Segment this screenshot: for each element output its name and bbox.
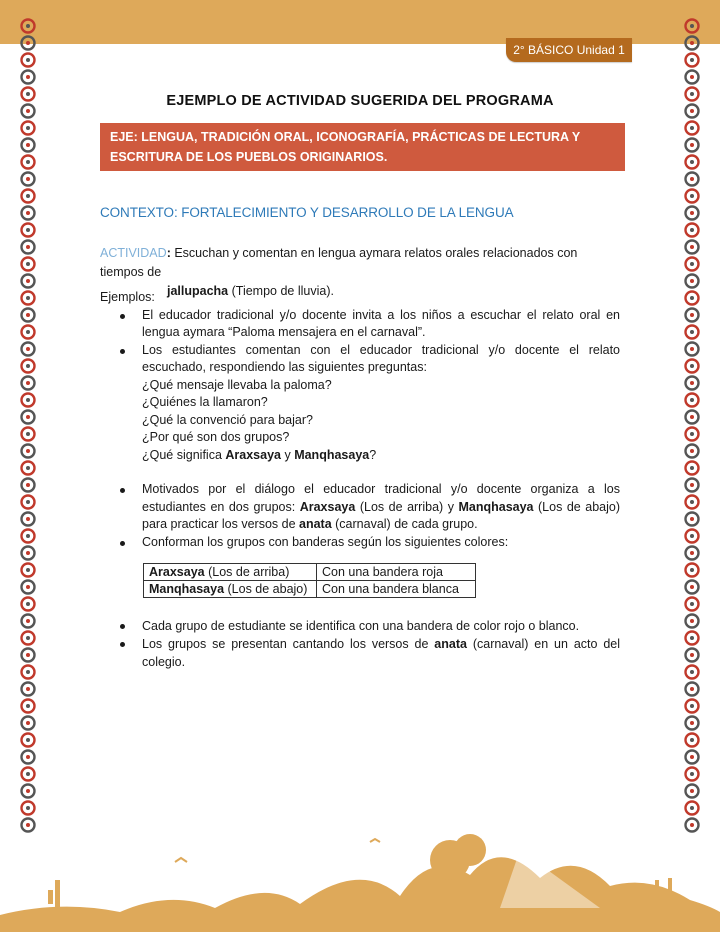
unit-badge: 2° BÁSICO Unidad 1 [506,38,632,62]
table-row [144,564,476,581]
question-item: ¿Quiénes la llamaron? [142,395,268,409]
landscape-illustration [0,820,720,932]
context-heading: CONTEXTO: FORTALECIMIENTO Y DESARROLLO DE LA LENGUA [100,205,514,220]
list-item: El educador tradicional y/o docente invita a los niños a escuchar el relato oral en lengua aymara “Paloma mensajera en el carnaval”. [100,307,620,342]
activity-label: ACTIVIDAD: [100,246,171,260]
axis-banner-text: EJE: LENGUA, TRADICIÓN ORAL, ICONOGRAFÍA, PRÁCTICAS DE LECTURA Y ESCRITURA DE LOS PUEBLOS ORIGINARIOS. [110,130,580,164]
table-row [144,581,476,598]
activity-term: jallupacha [167,284,229,298]
question-item: ¿Qué mensaje llevaba la paloma? [142,377,332,392]
table-cell-group: Manqhasaya (Los de abajo) [144,581,317,598]
axis-banner [100,123,625,171]
right-decorative-border [678,18,706,838]
final-list [100,617,620,671]
left-decorative-border [14,18,42,838]
activity-term-gloss: (Tiempo de lluvia). [228,284,334,298]
list-item: Motivados por el diálogo el educador tradicional y/o docente organiza a los estudiantes en dos grupos: Araxsaya (Los de arriba) y Manqhasaya (Los de abajo) para practicar los versos de anata (carnaval) de cada grupo. [100,481,620,534]
list-item: Conforman los grupos con banderas según los siguientes colores: [100,534,620,552]
table-cell-flag: Con una bandera roja [317,564,476,581]
list-item: Cada grupo de estudiante se identifica con una bandera de color rojo o blanco. [100,617,620,635]
list-item: Los estudiantes comentan con el educador tradicional y/o docente el relato escuchado, respondiendo las siguientes preguntas: ¿Qué mensaje llevaba la paloma? ¿Quiénes la llamaron? ¿Qué la convenció para bajar? ¿Por qué son dos grupos? ¿Qué significa Araxsaya y Manqhasaya? [100,342,620,465]
list-item: Los grupos se presentan cantando los versos de anata (carnaval) en un acto del colegio. [100,635,620,671]
examples-section [100,289,620,551]
examples-heading: Ejemplos: [100,290,155,304]
activity-text: Escuchan y comentan en lengua aymara relatos orales relacionados con tiempos de [100,246,578,279]
final-section [100,617,620,671]
question-item: ¿Qué la convenció para bajar? [142,412,313,427]
table-cell-group: Araxsaya (Los de arriba) [144,564,317,581]
activity-line-1 [100,244,620,282]
question-item: ¿Por qué son dos grupos? [142,430,290,444]
page-title: EJEMPLO DE ACTIVIDAD SUGERIDA DEL PROGRAMA [166,93,554,109]
question-item: ¿Qué significa Araxsaya y Manqhasaya? [142,447,377,462]
table-cell-flag: Con una bandera blanca [317,581,476,598]
groups-table [143,563,476,598]
examples-list [100,307,620,552]
